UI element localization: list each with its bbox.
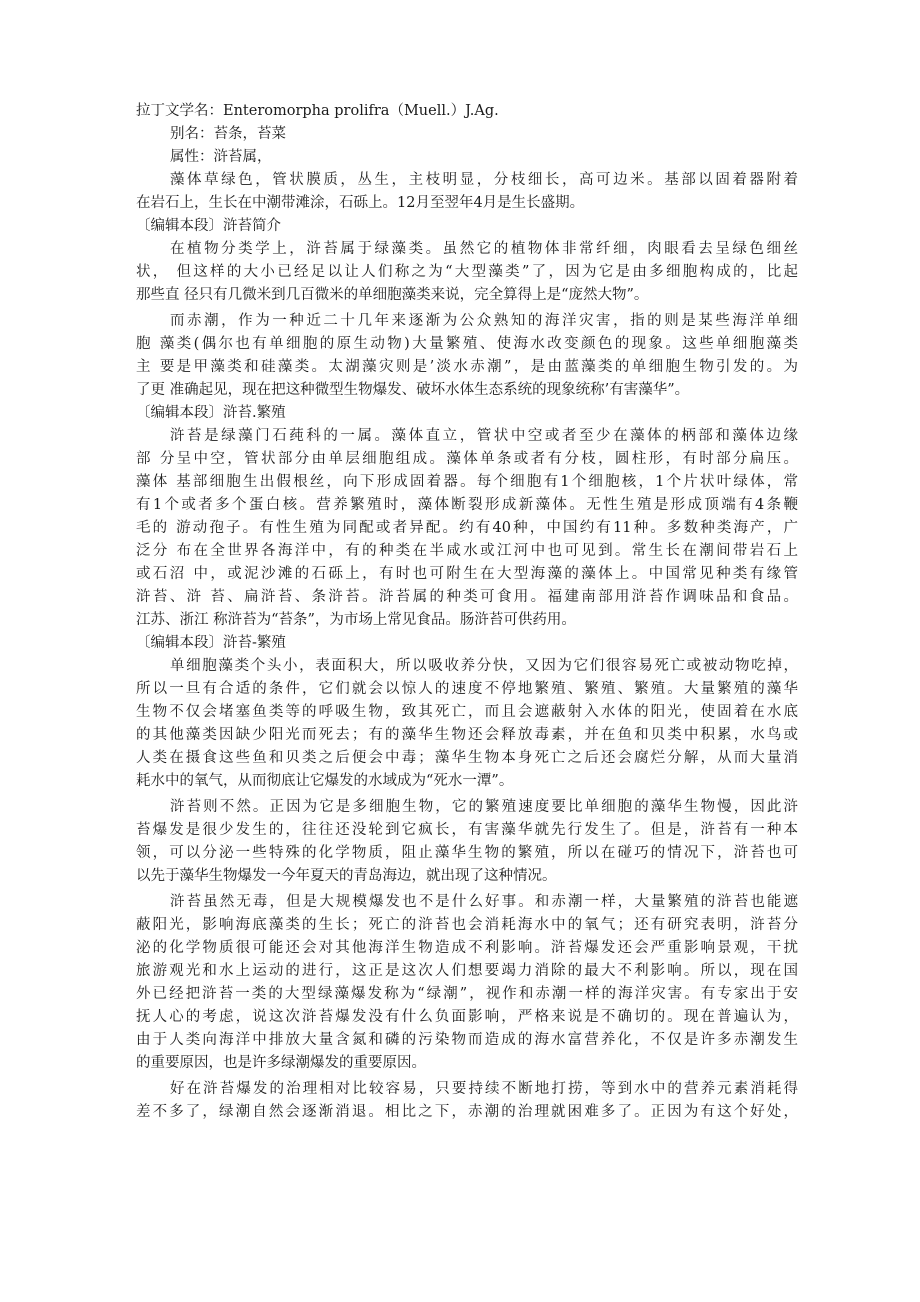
text-line: 以先于藻华生物爆发一今年夏天的青岛海边，就出现了这种情况。 <box>136 868 557 884</box>
text-line: 了更 准确起见，现在把这种微型生物爆发、破坏水体生态系统的现象统称’有害藻华”。 <box>136 382 690 398</box>
text-line: 在植物分类学上，浒苔属于绿藻类。虽然它的植物体非常纤细，肉眼看去呈绿色细丝 <box>170 241 798 257</box>
text-line: 领，可以分泌一些特殊的化学物质，阻止藻华生物的繁殖，所以在碰巧的情况下，浒苔也可 <box>136 845 798 861</box>
text-line: 那些直 径只有几微米到几百微米的单细胞藻类来说，完全算得上是“庞然大物”。 <box>136 287 649 303</box>
text-line: 耗水中的氧气，从而彻底让它爆发的水域成为“死水一潭”。 <box>136 773 514 789</box>
text-line: 浒苔虽然无毒，但是大规模爆发也不是什么好事。和赤潮一样，大量繁殖的浒苔也能遮 <box>170 894 798 910</box>
section-heading-intro: 〔编辑本段〕浒苔简介 <box>136 218 281 234</box>
text-line: 泌的化学物质很可能还会对其他海洋生物造成不利影响。浒苔爆发还会严重影响景观，干扰 <box>136 940 798 956</box>
section-heading-reproduction-2: 〔编辑本段〕浒苔-繁殖 <box>136 635 286 651</box>
text-line: 苔爆发是很少发生的，往往还没轮到它疯长，有害藻华就先行发生了。但是，浒苔有一种本 <box>136 822 798 838</box>
section-heading-reproduction-1: 〔编辑本段〕浒苔.繁殖 <box>136 405 286 421</box>
text-line: 泛分 布在全世界各海洋中，有的种类在半咸水或江河中也可见到。常生长在潮间带岩石上 <box>136 543 798 559</box>
text-line: 有1个或者多个蛋白核。营养繁殖时，藻体断裂形成新藻体。无性生殖是形成顶端有4条鞭 <box>136 497 798 513</box>
text-line: 抚人心的考虑，说这次浒苔爆发没有什么负面影响，严格来说是不确切的。现在普遍认为， <box>136 1009 798 1025</box>
text-line: 单细胞藻类个头小，表面积大，所以吸收养分快，又因为它们很容易死亡或被动物吃掉， <box>170 658 798 674</box>
intro-paragraph-2 <box>136 310 798 402</box>
intro-paragraph-1 <box>136 238 798 307</box>
text-line: 胞 藻类(偶尔也有单细胞的原生动物)大量繁殖、使海水改变颜色的现象。这些单细胞藻类 <box>136 336 798 352</box>
text-line: 人类在摄食这些鱼和贝类之后便会中毒；藻华生物本身死亡之后还会腐烂分解，从而大量消 <box>136 750 798 766</box>
text-line: 毛的 游动孢子。有性生殖为同配或者异配。约有40种，中国约有11种。多数种类海产，广 <box>136 520 798 536</box>
document-page <box>136 100 798 1124</box>
text-line: 而赤潮，作为一种近二十几年来逐渐为公众熟知的海洋灾害，指的则是某些海洋单细 <box>170 313 798 329</box>
text-line: 江苏、浙江 称浒苔为“苔条”，为市场上常见食品。肠浒苔可供药用。 <box>136 612 576 628</box>
text-line: 主 要是甲藻类和硅藻类。太湖藻灾则是’淡水赤潮”，是由蓝藻类的单细胞生物引发的。为 <box>136 359 798 375</box>
description-paragraph <box>136 169 798 215</box>
text-line: 藻体 基部细胞生出假根丝，向下形成固着器。每个细胞有1个细胞核，1个片状叶绿体，常 <box>136 474 798 490</box>
reproduction2-paragraph-2 <box>136 796 798 888</box>
text-line: 旅游观光和水上运动的进行，这正是这次人们想要竭力消除的最大不利影响。所以，现在国 <box>136 963 798 979</box>
text-line: 藻体草绿色，管状膜质，丛生，主枝明显，分枝细长，高可边米。基部以固着器附着 <box>170 172 798 188</box>
text-line: 生物不仅会堵塞鱼类等的呼吸生物，致其死亡，而且会遮蔽射入水体的阳光，使固着在水底 <box>136 704 798 720</box>
alias-line: 别名：苔条，苔菜 <box>170 126 286 142</box>
text-line: 浒苔则不然。正因为它是多细胞生物，它的繁殖速度要比单细胞的藻华生物慢，因此浒 <box>170 799 798 815</box>
text-line: 的其他藻类因缺少阳光而死去；有的藻华生物还会释放毒素，并在鱼和贝类中积累，水鸟或 <box>136 727 798 743</box>
reproduction2-paragraph-4 <box>136 1078 798 1124</box>
reproduction2-paragraph-1 <box>136 655 798 793</box>
text-line: 在岩石上，生长在中潮带滩涂，石砾上。12月至翌年4月是生长盛期。 <box>136 195 585 211</box>
text-line: 由于人类向海洋中排放大量含氮和磷的污染物而造成的海水富营养化，不仅是许多赤潮发生 <box>136 1032 798 1048</box>
text-line: 部 分呈中空，管状部分由单层细胞组成。藻体单条或者有分枝，圆柱形，有时部分扁压。 <box>136 451 798 467</box>
text-line: 蔽阳光，影响海底藻类的生长；死亡的浒苔也会消耗海水中的氧气；还有研究表明，浒苔分 <box>136 917 798 933</box>
genus-line: 属性：浒苔属， <box>170 149 272 165</box>
text-line: 差不多了，绿潮自然会逐渐消退。相比之下，赤潮的治理就困难多了。正因为有这个好处， <box>136 1104 798 1120</box>
text-line: 所以一旦有合适的条件，它们就会以惊人的速度不停地繁殖、繁殖、繁殖。大量繁殖的藻华 <box>136 681 798 697</box>
text-line: 浒苔、浒 苔、扁浒苔、条浒苔。浒苔属的种类可食用。福建南部用浒苔作调味品和食品。 <box>136 589 798 605</box>
latin-name-line: 拉丁文学名：Enteromorpha prolifra（Muell.）J.Ag. <box>136 103 499 119</box>
text-line: 浒苔是绿藻门石莼科的一属。藻体直立，管状中空或者至少在藻体的柄部和藻体边缘 <box>170 428 798 444</box>
reproduction-paragraph-1 <box>136 425 798 632</box>
text-line: 好在浒苔爆发的治理相对比较容易，只要持续不断地打捞，等到水中的营养元素消耗得 <box>170 1081 798 1097</box>
text-line: 状， 但这样的大小已经足以让人们称之为“大型藻类”了，因为它是由多细胞构成的，比起 <box>136 264 798 280</box>
text-line: 或石沼 中，或泥沙滩的石砾上，有时也可附生在大型海藻的藻体上。中国常见种类有缘管 <box>136 566 798 582</box>
text-line: 的重要原因，也是许多绿潮爆发的重要原因。 <box>136 1055 426 1071</box>
reproduction2-paragraph-3 <box>136 891 798 1075</box>
text-line: 外已经把浒苔一类的大型绿藻爆发称为“绿潮”，视作和赤潮一样的海洋灾害。有专家出于安 <box>136 986 798 1002</box>
